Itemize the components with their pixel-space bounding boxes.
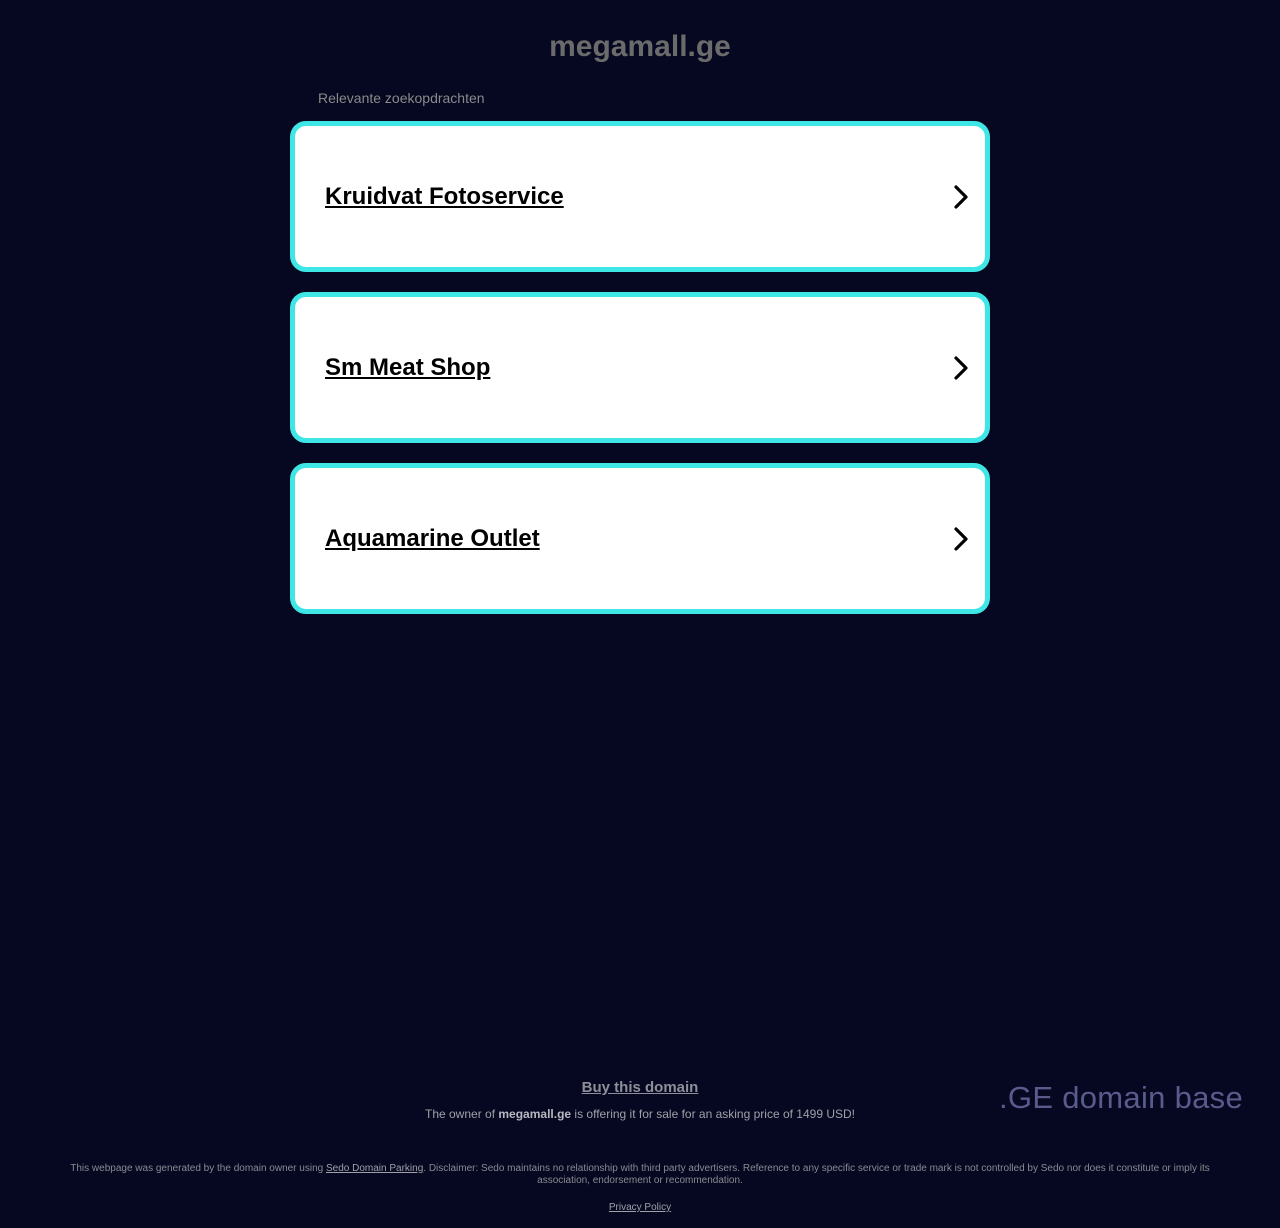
ge-domain-base-logo: .GE domain base [999,1080,1244,1115]
buy-domain-link[interactable]: Buy this domain [581,1079,699,1096]
sale-prefix: The owner of [425,1107,499,1121]
sale-domain: megamall.ge [498,1107,572,1121]
sale-suffix: is offering it for sale for an asking price of 1499 USD! [571,1107,855,1121]
related-link-text[interactable]: Sm Meat Shop [325,353,491,381]
related-link-card[interactable] [290,463,990,614]
disclaimer [60,1163,1220,1187]
privacy-policy-link[interactable]: Privacy Policy [608,1202,672,1213]
chevron-right-icon [951,526,971,552]
related-links-list [290,121,990,634]
sedo-parking-link[interactable]: Sedo Domain Parking [325,1163,424,1174]
related-link-text[interactable]: Kruidvat Fotoservice [325,182,564,210]
related-searches-label: Relevante zoekopdrachten [318,90,485,106]
related-link-text[interactable]: Aquamarine Outlet [325,524,540,552]
related-link-card[interactable] [290,121,990,272]
related-link-card[interactable] [290,292,990,443]
chevron-right-icon [951,355,971,381]
disclaimer-prefix: This webpage was generated by the domain owner using [70,1163,326,1174]
chevron-right-icon [951,184,971,210]
disclaimer-text: . Disclaimer: Sedo maintains no relationship with third party advertisers. Reference to any specific service or trade mark is not controlled by Sedo nor does it constitute or imply its association, endorsement or recommendation. [423,1163,1210,1186]
domain-title: megamall.ge [549,30,731,63]
